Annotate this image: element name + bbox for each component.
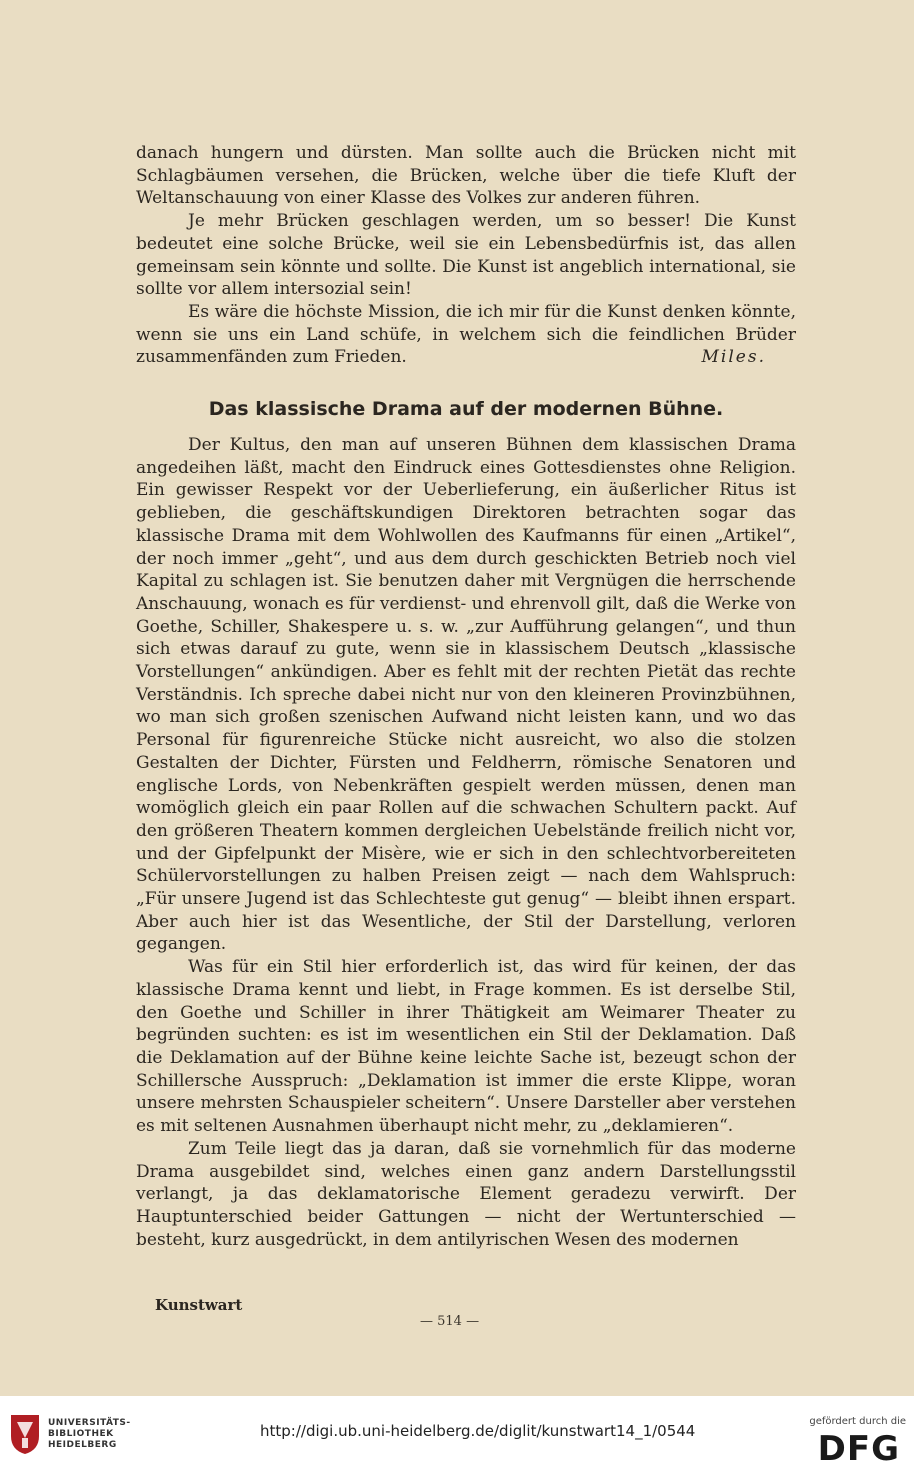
paragraph: danach hungern und dürsten. Man sollte auch die Brücken nicht mit Schlagbäumen versehen, die Brücken, welche über die tiefe Kluft der Weltanschauung von einer Klasse des Volkes zur anderen führen. bbox=[136, 143, 796, 209]
dfg-logo: DFG bbox=[817, 1429, 900, 1469]
article-heading: Das klassische Drama auf der modernen Bühne. bbox=[208, 398, 724, 420]
funding-note: gefördert durch die bbox=[809, 1416, 906, 1427]
university-seal-icon bbox=[8, 1412, 42, 1456]
paragraph: Was für ein Stil hier erforderlich ist, das wird für keinen, der das klassische Drama kennt und liebt, in Frage kommen. Es ist derselbe Stil, den Goethe und Schiller in ihrer Thätigkeit am Weimarer Theater zu begründen suchten: es ist im wesentlichen ein Stil der Deklamation. Daß die Deklamation auf der Bühne keine leichte Sache ist, bezeugt schon der Schillersche Ausspruch: „Deklamation ist immer die erste Klippe, woran unsere mehrsten Schauspieler scheitern“. Unsere Darsteller aber verstehen es mit seltenen Ausnahmen überhaupt nicht mehr, zu „deklamieren“. bbox=[136, 957, 796, 1137]
footer-bar bbox=[0, 1396, 914, 1476]
page-number: — 514 — bbox=[420, 1314, 480, 1329]
paragraph: Der Kultus, den man auf unseren Bühnen dem klassischen Drama angedeihen läßt, macht den Eindruck eines Gottesdienstes ohne Religion. Ein gewisser Respekt vor der Ueberlieferung, ein äußerlicher Ritus ist geblieben, die geschäftskundigen Direktoren betrachten sogar das klassische Drama mit dem Wohlwollen des Kaufmanns für einen „Artikel“, der noch immer „geht“, und aus dem durch geschickten Betrieb noch viel Kapital zu schlagen ist. Sie benutzen daher mit Vergnügen die herrschende Anschauung, wonach es für verdienst- und ehrenvoll gilt, daß die Werke von Goethe, Schiller, Shakespere u. s. w. „zur Aufführung gelangen“, und thun sich etwas darauf zu gute, wenn sie in klassischem Deutsch „klassische Vorstellungen“ ankündigen. Aber es fehlt mit der rechten Pietät das rechte Verständnis. Ich spreche dabei nicht nur von den kleineren Provinzbühnen, wo man sich großen szenischen Aufwand nicht leisten kann, und wo das Personal für figurenreiche Stücke nicht ausreicht, wo also die stolzen Gestalten der Dichter, Fürsten und Feldherrn, römische Senatoren und englische Lords, von Nebenkräften gespielt werden müssen, denen man womöglich gleich ein paar Rollen auf die schwachen Schultern packt. Auf den größeren Theatern kommen dergleichen Uebelstände freilich nicht vor, und der Gipfelpunkt der Misère, wie er sich in den schlechtvorbereiteten Schülervorstellungen zu halben Preisen zeigt — nach dem Wahlspruch: „Für unsere Jugend ist das Schlechteste gut genug“ — bleibt ihnen erspart. Aber auch hier ist das Wesentliche, der Stil der Darstellung, verloren gegangen. bbox=[136, 435, 796, 955]
author-signature: Miles. bbox=[701, 347, 766, 368]
paragraph: Es wäre die höchste Mission, die ich mir für die Kunst denken könnte, wenn sie uns ein Land schüfe, in welchem sich die feindlichen Brüder zusammenfänden zum Frieden. bbox=[136, 301, 796, 368]
library-name: UNIVERSITÄTS- BIBLIOTHEK HEIDELBERG bbox=[48, 1418, 131, 1450]
source-url[interactable]: http://digi.ub.uni-heidelberg.de/diglit/kunstwart14_1/0544 bbox=[260, 1422, 696, 1440]
paragraph: Je mehr Brücken geschlagen werden, um so besser! Die Kunst bedeutet eine solche Brücke, weil sie ein Lebensbedürfnis ist, das allen gemeinsam sein könnte und sollte. Die Kunst ist angeblich international, sie sollte vor allem intersozial sein! bbox=[136, 211, 796, 300]
journal-name: Kunstwart bbox=[155, 1296, 243, 1314]
paragraph: Zum Teile liegt das ja daran, daß sie vornehmlich für das moderne Drama ausgebildet sind, welches einen ganz andern Darstellungsstil verlangt, ja das deklamatorische Element geradezu verwirft. Der Hauptunterschied beider Gattungen — nicht der Wertunterschied — besteht, kurz ausgedrückt, in dem antilyrischen Wesen des modernen bbox=[136, 1138, 796, 1250]
text-block-article bbox=[136, 434, 796, 1251]
text-block-top bbox=[136, 142, 796, 369]
